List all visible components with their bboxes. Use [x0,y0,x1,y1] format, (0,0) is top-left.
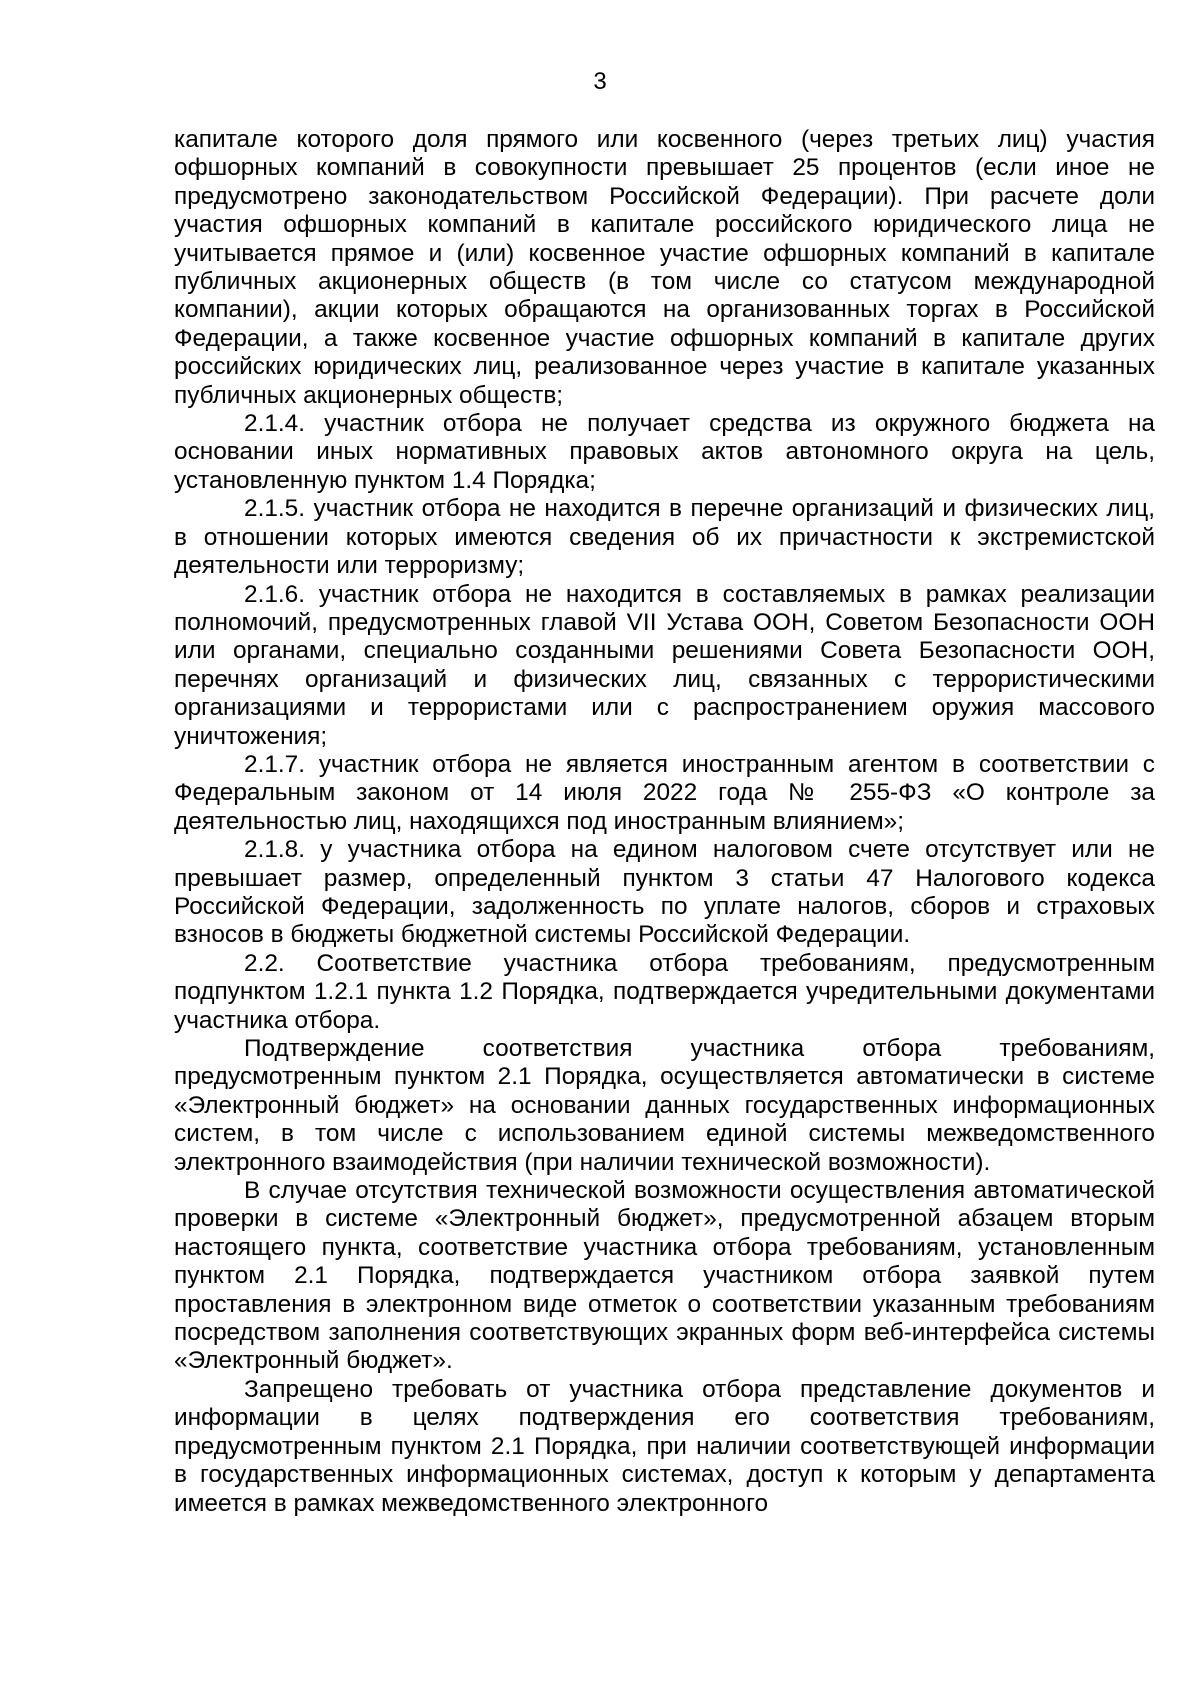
page-number: 3 [593,68,607,95]
paragraph-no-technical-possibility: В случае отсутствия технической возможности осуществления автоматической проверки в системе «Электронный бюджет», предусмотренной абзацем вторым настоящего пункта, соответствие участника отбора требованиям, установленным пунктом 2.1 Порядка, подтверждается участником отбора заявкой путем проставления в электронном виде отметок о соответствии указанным требованиям посредством заполнения соответствующих экранных форм веб-интерфейса системы «Электронный бюджет». [174,1177,1155,1375]
paragraph-2-1-6: 2.1.6. участник отбора не находится в составляемых в рамках реализации полномочий, предусмотренных главой VII Устава ООН, Советом Безопасности ООН или органами, специально созданными решениями Совета Безопасности ООН, перечнях организаций и физических лиц, связанных с террористическими организациями и террористами или с распространением оружия массового уничтожения; [174,580,1155,750]
paragraph-2-2: 2.2. Соответствие участника отбора требованиям, предусмотренным подпунктом 1.2.1 пункта 1.2 Порядка, подтверждается учредительными документами участника отбора. [174,949,1155,1034]
paragraph-2-1-8: 2.1.8. у участника отбора на едином налоговом счете отсутствует или не превышает размер, определенный пунктом 3 статьи 47 Налогового кодекса Российской Федерации, задолженность по уплате налогов, сборов и страховых взносов в бюджеты бюджетной системы Российской Федерации. [174,836,1155,949]
paragraph-continuation: капитале которого доля прямого или косвенного (через третьих лиц) участия офшорных компаний в совокупности превышает 25 процентов (если иное не предусмотрено законодательством Российской Федерации). При расчете доли участия офшорных компаний в капитале российского юридического лица не учитывается прямое и (или) косвенное участие офшорных компаний в капитале публичных акционерных обществ (в том числе со статусом международной компании), акции которых обращаются на организованных торгах в Российской Федерации, а также косвенное участие офшорных компаний в капитале других российских юридических лиц, реализованное через участие в капитале указанных публичных акционерных обществ; [174,126,1155,409]
paragraph-2-1-5: 2.1.5. участник отбора не находится в перечне организаций и физических лиц, в отношении которых имеются сведения об их причастности к экстремистской деятельности или терроризму; [174,495,1155,580]
paragraph-prohibition: Запрещено требовать от участника отбора представление документов и информации в целях подтверждения его соответствия требованиям, предусмотренным пунктом 2.1 Порядка, при наличии соответствующей информации в государственных информационных системах, доступ к которым у департамента имеется в рамках межведомственного электронного [174,1375,1155,1517]
paragraph-2-1-4: 2.1.4. участник отбора не получает средства из окружного бюджета на основании иных нормативных правовых актов автономного округа на цель, установленную пунктом 1.4 Порядка; [174,410,1155,494]
document-body [174,126,1155,1518]
paragraph-confirmation: Подтверждение соответствия участника отбора требованиям, предусмотренным пунктом 2.1 Порядка, осуществляется автоматически в системе «Электронный бюджет» на основании данных государственных информационных систем, в том числе с использованием единой системы межведомственного электронного взаимодействия (при наличии технической возможности). [174,1035,1155,1176]
paragraph-2-1-7: 2.1.7. участник отбора не является иностранным агентом в соответствии с Федеральным законом от 14 июля 2022 года № 255-ФЗ «О контроле за деятельностью лиц, находящихся под иностранным влиянием»; [174,750,1155,835]
